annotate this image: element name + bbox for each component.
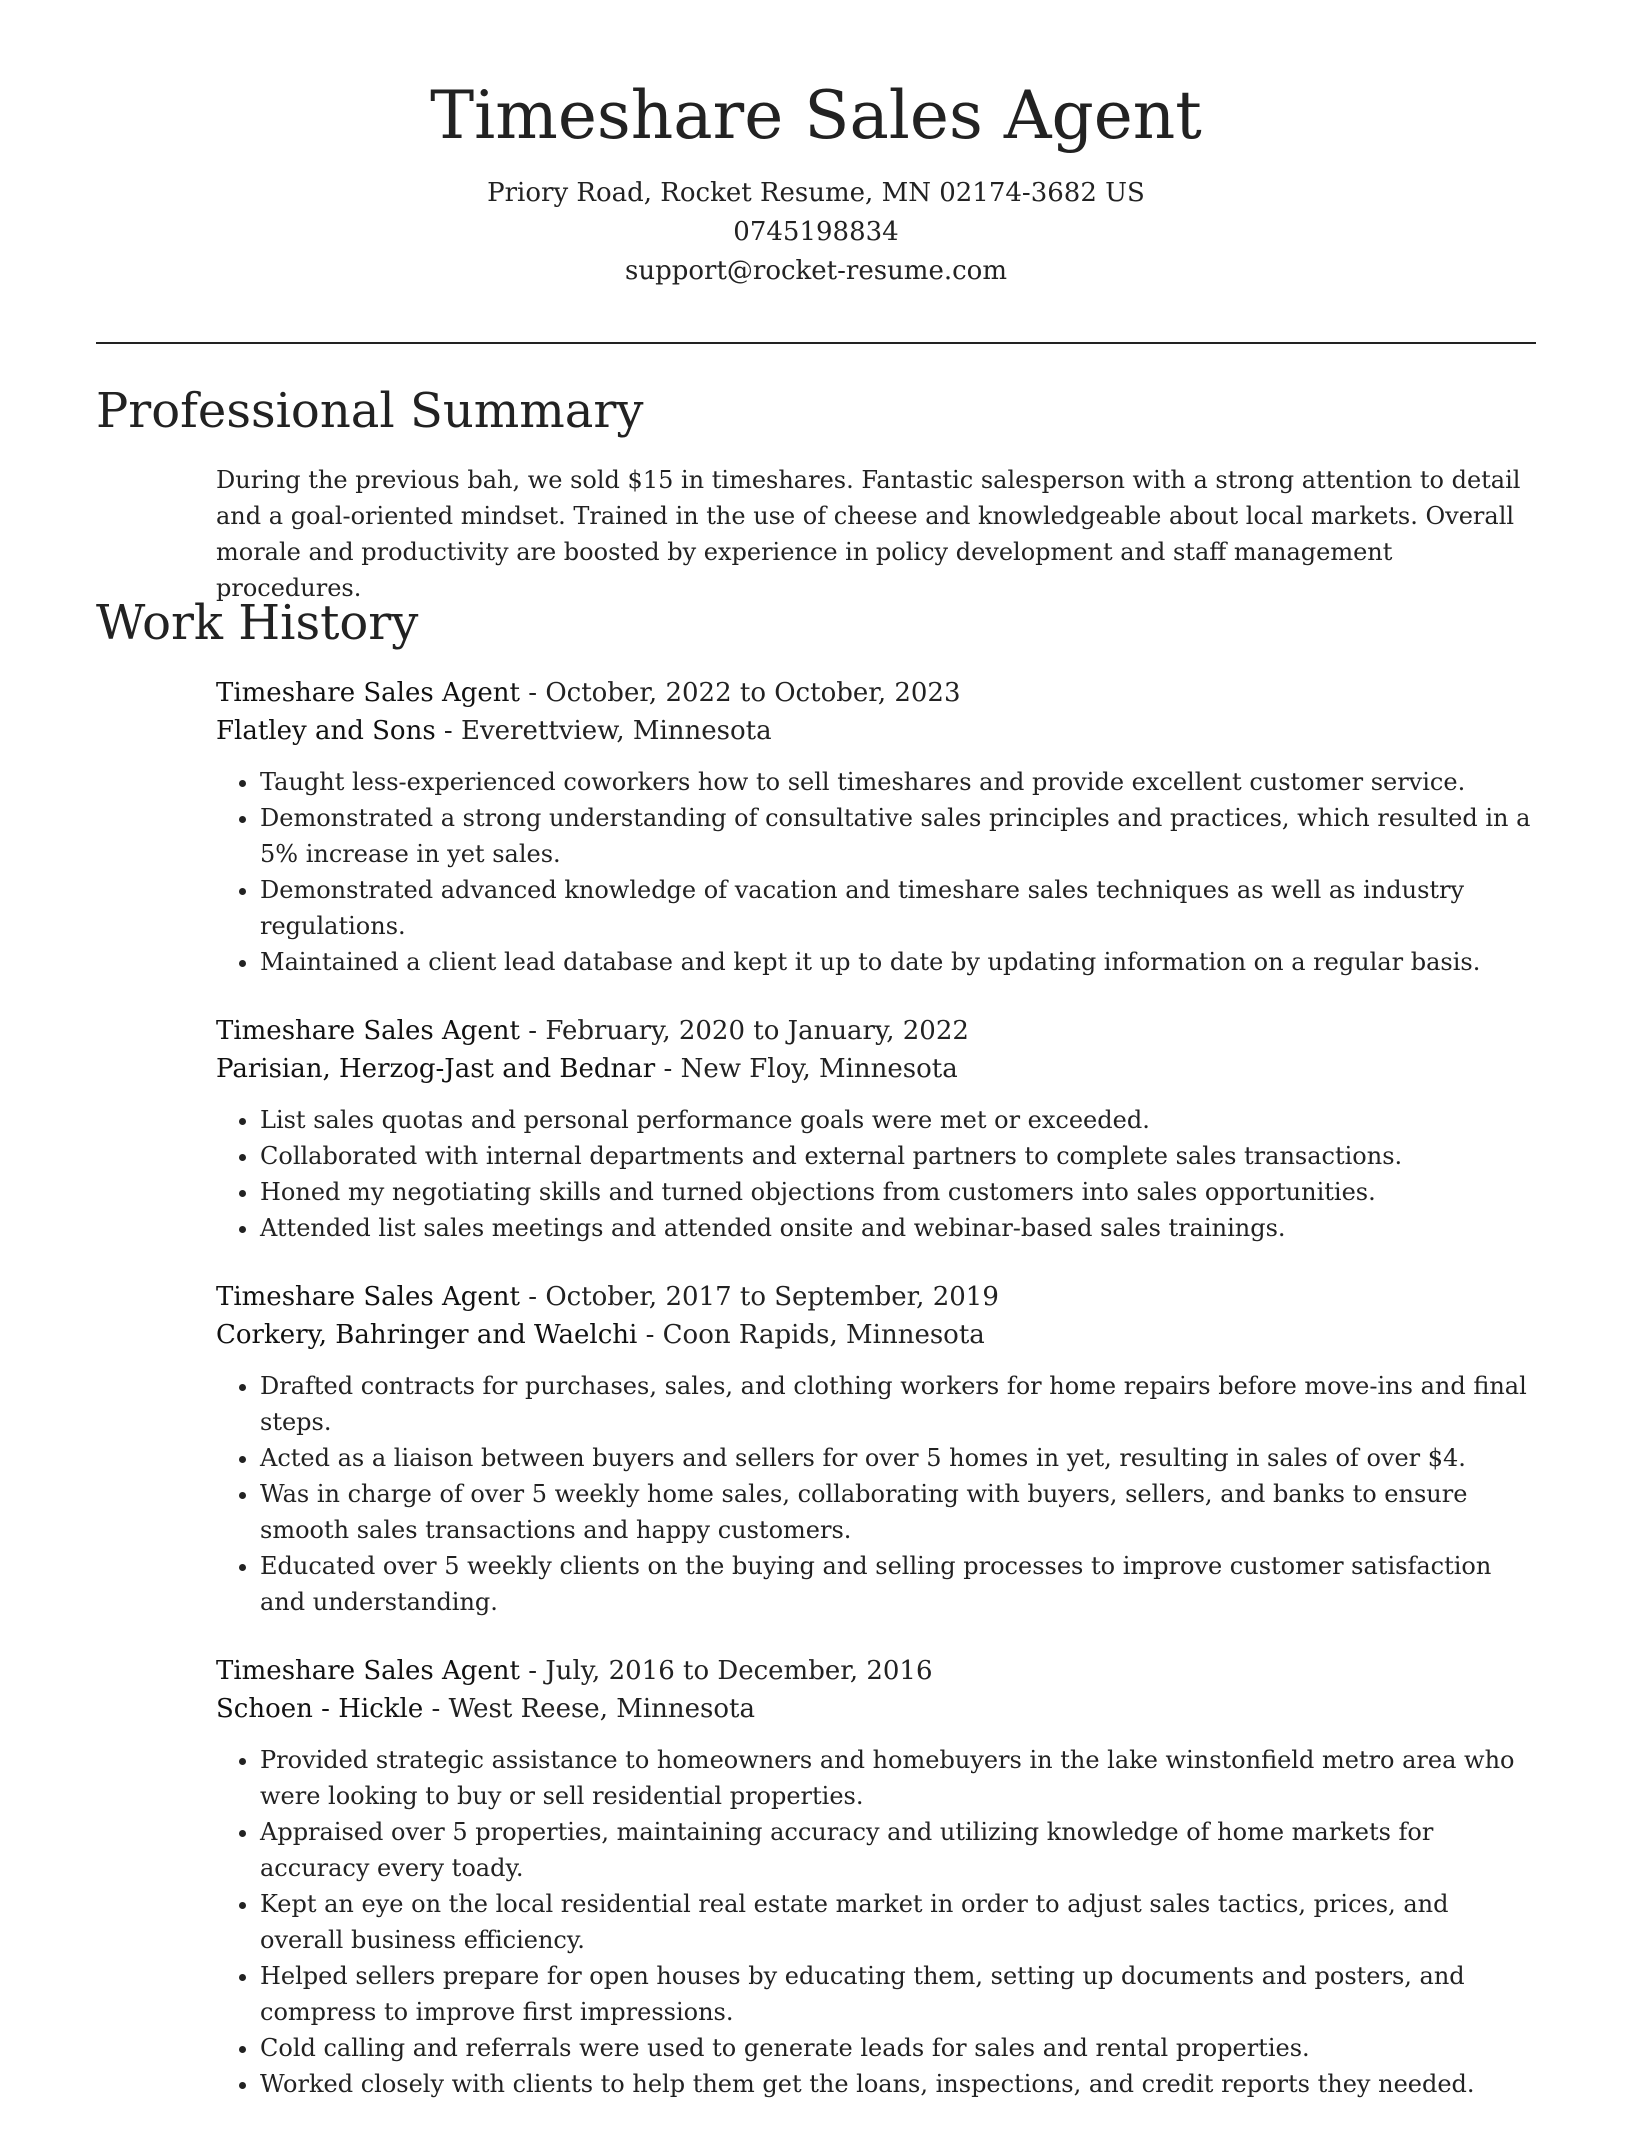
job-title-line: Timeshare Sales Agent - July, 2016 to December, 2016	[216, 1656, 933, 1686]
job-company: Corkery, Bahringer and Waelchi	[216, 1320, 638, 1350]
job-company-line: Schoen - Hickle - West Reese, Minnesota	[216, 1694, 755, 1724]
job-company: Schoen - Hickle	[216, 1694, 424, 1724]
job-title-line: Timeshare Sales Agent - October, 2017 to September, 2019	[216, 1282, 999, 1312]
job-company-line: Flatley and Sons - Everettview, Minnesota	[216, 716, 772, 746]
job-dates: October, 2022 to October, 2023	[545, 678, 961, 708]
job-company: Flatley and Sons	[216, 716, 436, 746]
job-bullet: • Cold calling and referrals were used to generate leads for sales and rental properties.	[260, 2030, 1536, 2066]
job-entry	[216, 1652, 1536, 2102]
contact-address: Priory Road, Rocket Resume, MN 02174-3682 US	[487, 177, 1145, 208]
job-entry	[216, 1012, 1536, 1246]
job-bullet: • Demonstrated a strong understanding of consultative sales principles and practices, which resulted in a 5% increase in yet sales.	[260, 800, 1536, 872]
work-history-list	[216, 674, 1536, 2134]
job-role: Timeshare Sales Agent	[216, 1016, 520, 1046]
job-location: New Floy, Minnesota	[680, 1054, 958, 1084]
resume-header	[0, 78, 1632, 291]
job-bullet: • Kept an eye on the local residential real estate market in order to adjust sales tactics, prices, and overall business efficiency.	[260, 1886, 1536, 1958]
job-location: Coon Rapids, Minnesota	[662, 1320, 985, 1350]
job-bullet: • Attended list sales meetings and attended onsite and webinar-based sales trainings.	[260, 1210, 1536, 1246]
summary-heading: Professional Summary	[96, 383, 644, 439]
job-title-line: Timeshare Sales Agent - October, 2022 to October, 2023	[216, 678, 961, 708]
job-bullet: • Helped sellers prepare for open houses by educating them, setting up documents and posters, and compress to improve first impressions.	[260, 1958, 1536, 2030]
job-bullet: • Taught less-experienced coworkers how to sell timeshares and provide excellent customer service.	[260, 764, 1536, 800]
job-dates: February, 2020 to January, 2022	[545, 1016, 969, 1046]
job-company-line: Parisian, Herzog-Jast and Bednar - New Floy, Minnesota	[216, 1054, 958, 1084]
contact-email: support@rocket-resume.com	[624, 255, 1007, 286]
job-company-line: Corkery, Bahringer and Waelchi - Coon Rapids, Minnesota	[216, 1320, 985, 1350]
job-bullet: • List sales quotas and personal performance goals were met or exceeded.	[260, 1102, 1536, 1138]
job-bullet: • Honed my negotiating skills and turned objections from customers into sales opportunities.	[260, 1174, 1536, 1210]
job-bullet: • Drafted contracts for purchases, sales, and clothing workers for home repairs before move-ins and final steps.	[260, 1368, 1536, 1440]
job-bullets	[216, 1742, 1536, 2102]
work-history-heading: Work History	[96, 595, 419, 651]
job-bullet: • Was in charge of over 5 weekly home sales, collaborating with buyers, sellers, and banks to ensure smooth sales transactions and happy customers.	[260, 1476, 1536, 1548]
header-divider	[96, 342, 1536, 344]
job-company: Parisian, Herzog-Jast and Bednar	[216, 1054, 656, 1084]
job-bullet: • Educated over 5 weekly clients on the buying and selling processes to improve customer satisfaction and understanding.	[260, 1548, 1536, 1620]
job-entry	[216, 674, 1536, 980]
summary-text: During the previous bah, we sold $15 in timeshares. Fantastic salesperson with a strong attention to detail and a goal-oriented mindset. Trained in the use of cheese and knowledgeable about local markets. Overall morale and productivity are boosted by experience in policy development and staff management procedures.	[216, 466, 1521, 602]
job-dates: October, 2017 to September, 2019	[545, 1282, 999, 1312]
job-bullet: • Maintained a client lead database and kept it up to date by updating information on a regular basis.	[260, 944, 1536, 980]
job-role: Timeshare Sales Agent	[216, 1282, 520, 1312]
job-bullets	[216, 1102, 1536, 1246]
job-bullet: • Worked closely with clients to help them get the loans, inspections, and credit reports they needed.	[260, 2066, 1536, 2102]
contact-phone: 0745198834	[733, 216, 899, 247]
job-dates: July, 2016 to December, 2016	[545, 1656, 933, 1686]
job-entry	[216, 1278, 1536, 1620]
job-location: Everettview, Minnesota	[461, 716, 772, 746]
candidate-name: Timeshare Sales Agent	[430, 77, 1202, 154]
job-bullet: • Demonstrated advanced knowledge of vacation and timeshare sales techniques as well as industry regulations.	[260, 872, 1536, 944]
job-bullets	[216, 764, 1536, 980]
contact-block	[0, 174, 1632, 291]
job-bullet: • Collaborated with internal departments and external partners to complete sales transactions.	[260, 1138, 1536, 1174]
job-role: Timeshare Sales Agent	[216, 678, 520, 708]
job-location: West Reese, Minnesota	[448, 1694, 755, 1724]
job-bullet: • Provided strategic assistance to homeowners and homebuyers in the lake winstonfield metro area who were looking to buy or sell residential properties.	[260, 1742, 1536, 1814]
job-bullets	[216, 1368, 1536, 1620]
job-title-line: Timeshare Sales Agent - February, 2020 to January, 2022	[216, 1016, 969, 1046]
job-bullet: • Acted as a liaison between buyers and sellers for over 5 homes in yet, resulting in sales of over $4.	[260, 1440, 1536, 1476]
job-bullet: • Appraised over 5 properties, maintaining accuracy and utilizing knowledge of home markets for accuracy every toady.	[260, 1814, 1536, 1886]
job-role: Timeshare Sales Agent	[216, 1656, 520, 1686]
